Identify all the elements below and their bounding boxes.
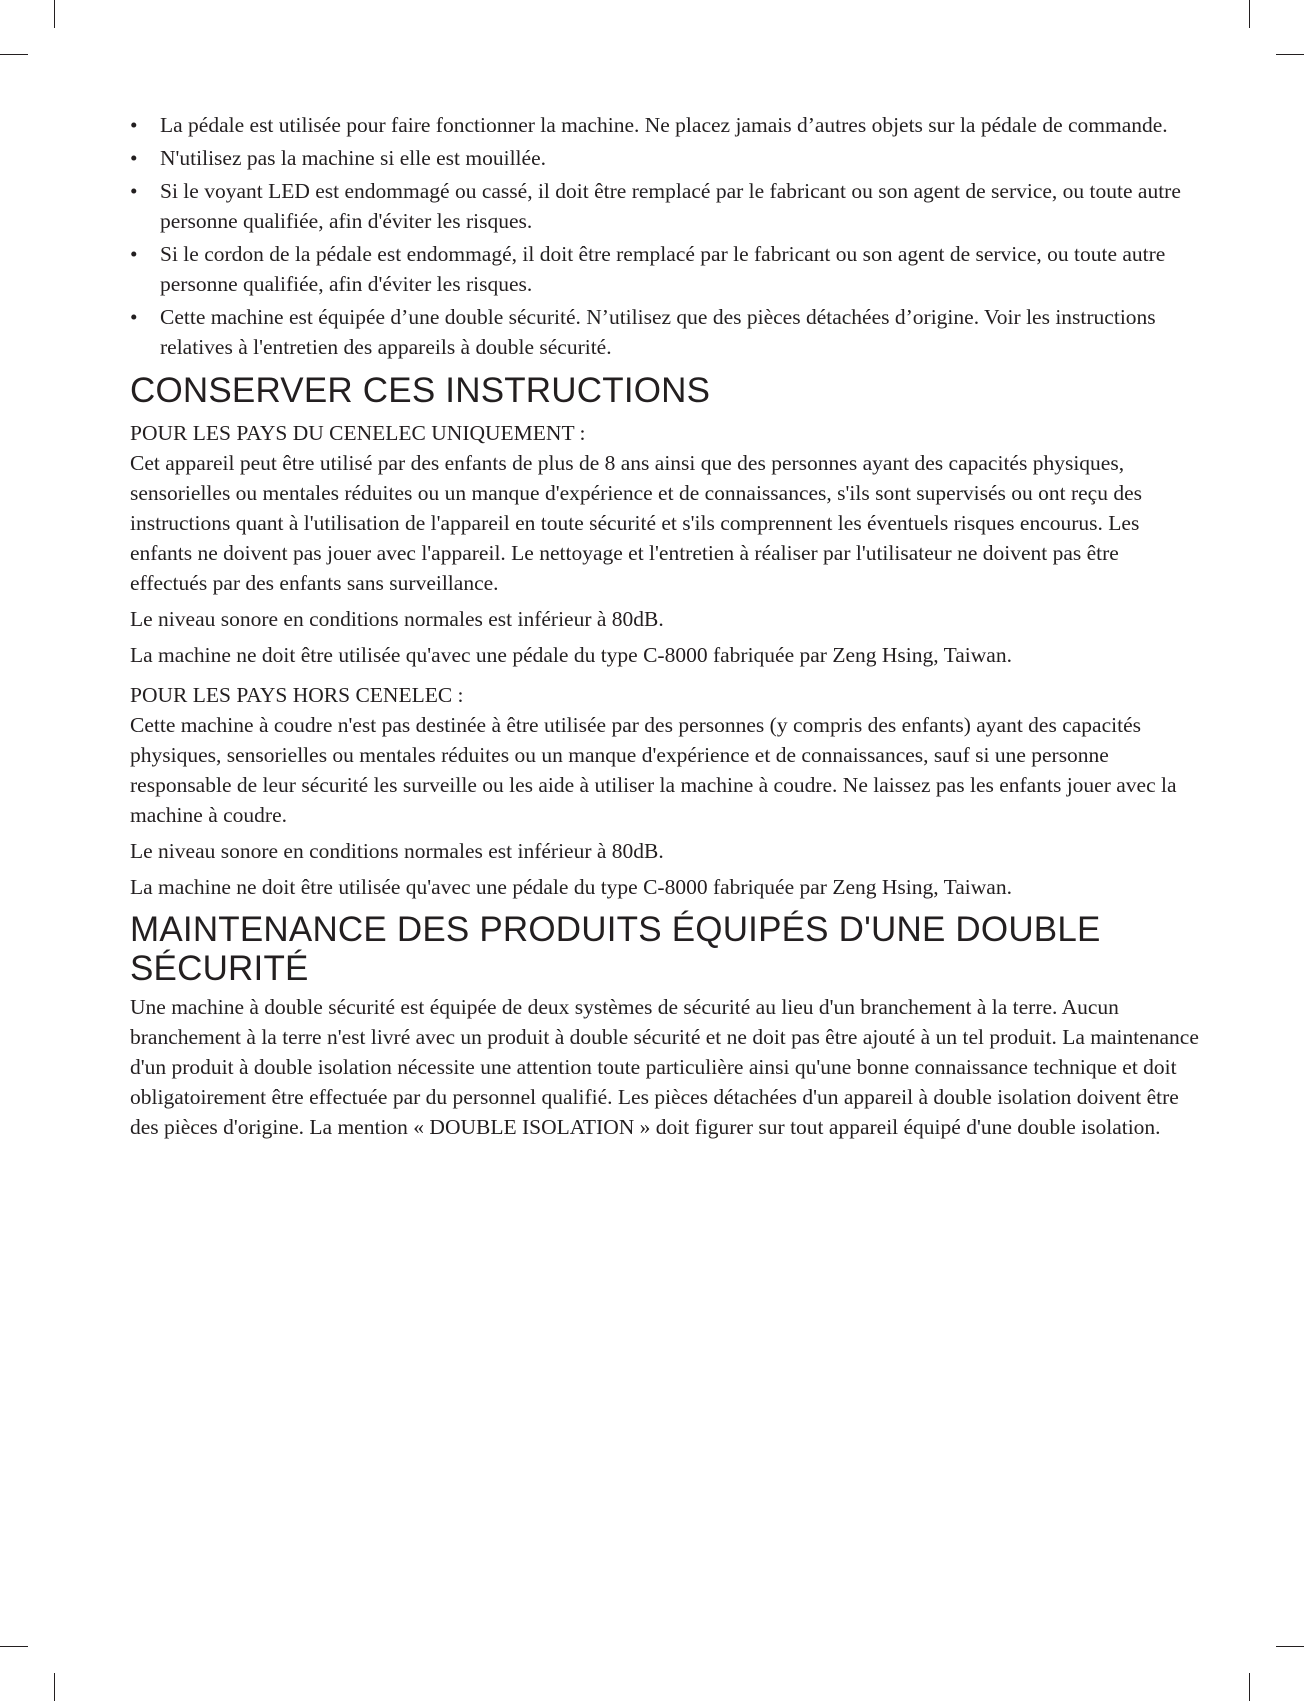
section-heading-double-insulation: MAINTENANCE DES PRODUITS ÉQUIPÉS D'UNE DOUBLE SÉCURITÉ: [130, 910, 1101, 988]
bullet-item: [130, 239, 1200, 299]
non-cenelec-noise-level: Le niveau sonore en conditions normales est inférieur à 80dB.: [130, 839, 664, 863]
bullet-text: Si le cordon de la pédale est endommagé, il doit être remplacé par le fabricant ou son agent de service, ou toute autre personne qualifiée, afin d'éviter les risques.: [160, 242, 1166, 296]
bullet-symbol: •: [130, 113, 138, 137]
non-cenelec-text: Cette machine à coudre n'est pas destinée à être utilisée par des personnes (y compris des enfants) ayant des capacités physiques, sensorielles ou mentales réduites ou un manque d'expérience et de connaissances, sauf si une personne responsable de leur sécurité les surveille ou les aide à utiliser la machine à coudre. Ne laissez pas les enfants jouer avec la machine à coudre.: [130, 713, 1177, 827]
double-insulation-text: Une machine à double sécurité est équipée de deux systèmes de sécurité au lieu d'un branchement à la terre. Aucun branchement à la terre n'est livré avec un produit à double sécurité et ne doit pas être ajouté à un tel produit. La maintenance d'un produit à double isolation nécessite une attention toute particulière ainsi qu'une bonne connaissance technique et doit obligatoirement être effectuée par du personnel qualifié. Les pièces détachées d'un appareil à double isolation doivent être des pièces d'origine. La mention « DOUBLE ISOLATION » doit figurer sur tout appareil équipé d'une double isolation.: [130, 995, 1199, 1139]
crop-mark-bottom-left-vertical: [54, 1673, 55, 1701]
bullet-item: [130, 176, 1200, 236]
bullet-text: La pédale est utilisée pour faire fonctionner la machine. Ne placez jamais d’autres objets sur la pédale de commande.: [160, 113, 1168, 137]
bullet-symbol: •: [130, 146, 138, 170]
section-heading-keep-instructions: CONSERVER CES INSTRUCTIONS: [130, 371, 711, 410]
crop-mark-bottom-left-horizontal: [0, 1646, 28, 1647]
bullet-symbol: •: [130, 179, 138, 203]
cenelec-label: POUR LES PAYS DU CENELEC UNIQUEMENT :: [130, 421, 586, 445]
non-cenelec-label: POUR LES PAYS HORS CENELEC :: [130, 683, 464, 707]
page-content: [130, 110, 1200, 1148]
cenelec-pedal-type: La machine ne doit être utilisée qu'avec une pédale du type C-8000 fabriquée par Zeng Hsing, Taiwan.: [130, 643, 1012, 667]
bullet-symbol: •: [130, 305, 138, 329]
crop-mark-bottom-right-horizontal: [1276, 1646, 1304, 1647]
crop-mark-bottom-right-vertical: [1249, 1673, 1250, 1701]
non-cenelec-pedal-type: La machine ne doit être utilisée qu'avec une pédale du type C-8000 fabriquée par Zeng Hsing, Taiwan.: [130, 875, 1012, 899]
bullet-text: N'utilisez pas la machine si elle est mouillée.: [160, 146, 546, 170]
crop-mark-top-right-vertical: [1249, 0, 1250, 28]
cenelec-block: [130, 418, 1200, 598]
bullet-text: Cette machine est équipée d’une double sécurité. N’utilisez que des pièces détachées d’origine. Voir les instructions relatives à l'entretien des appareils à double sécurité.: [160, 305, 1156, 359]
cenelec-text: Cet appareil peut être utilisé par des enfants de plus de 8 ans ainsi que des personnes ayant des capacités physiques, sensorielles ou mentales réduites ou un manque d'expérience et de connaissances, s'ils sont supervisés ou ont reçu des instructions quant à l'utilisation de l'appareil en toute sécurité et s'ils comprennent les éventuels risques encourus. Les enfants ne doivent pas jouer avec l'appareil. Le nettoyage et l'entretien à réaliser par l'utilisateur ne doivent pas être effectués par des enfants sans surveillance.: [130, 451, 1143, 595]
crop-mark-top-right-horizontal: [1276, 54, 1304, 55]
bullet-symbol: •: [130, 242, 138, 266]
cenelec-noise-level: Le niveau sonore en conditions normales est inférieur à 80dB.: [130, 607, 664, 631]
bullet-item: [130, 143, 1200, 173]
bullet-item: [130, 110, 1200, 140]
bullet-text: Si le voyant LED est endommagé ou cassé, il doit être remplacé par le fabricant ou son agent de service, ou toute autre personne qualifiée, afin d'éviter les risques.: [160, 179, 1181, 233]
non-cenelec-block: [130, 680, 1200, 830]
bullet-item: [130, 302, 1200, 362]
crop-mark-top-left-vertical: [54, 0, 55, 28]
crop-mark-top-left-horizontal: [0, 54, 28, 55]
safety-bullet-list: [130, 110, 1200, 362]
